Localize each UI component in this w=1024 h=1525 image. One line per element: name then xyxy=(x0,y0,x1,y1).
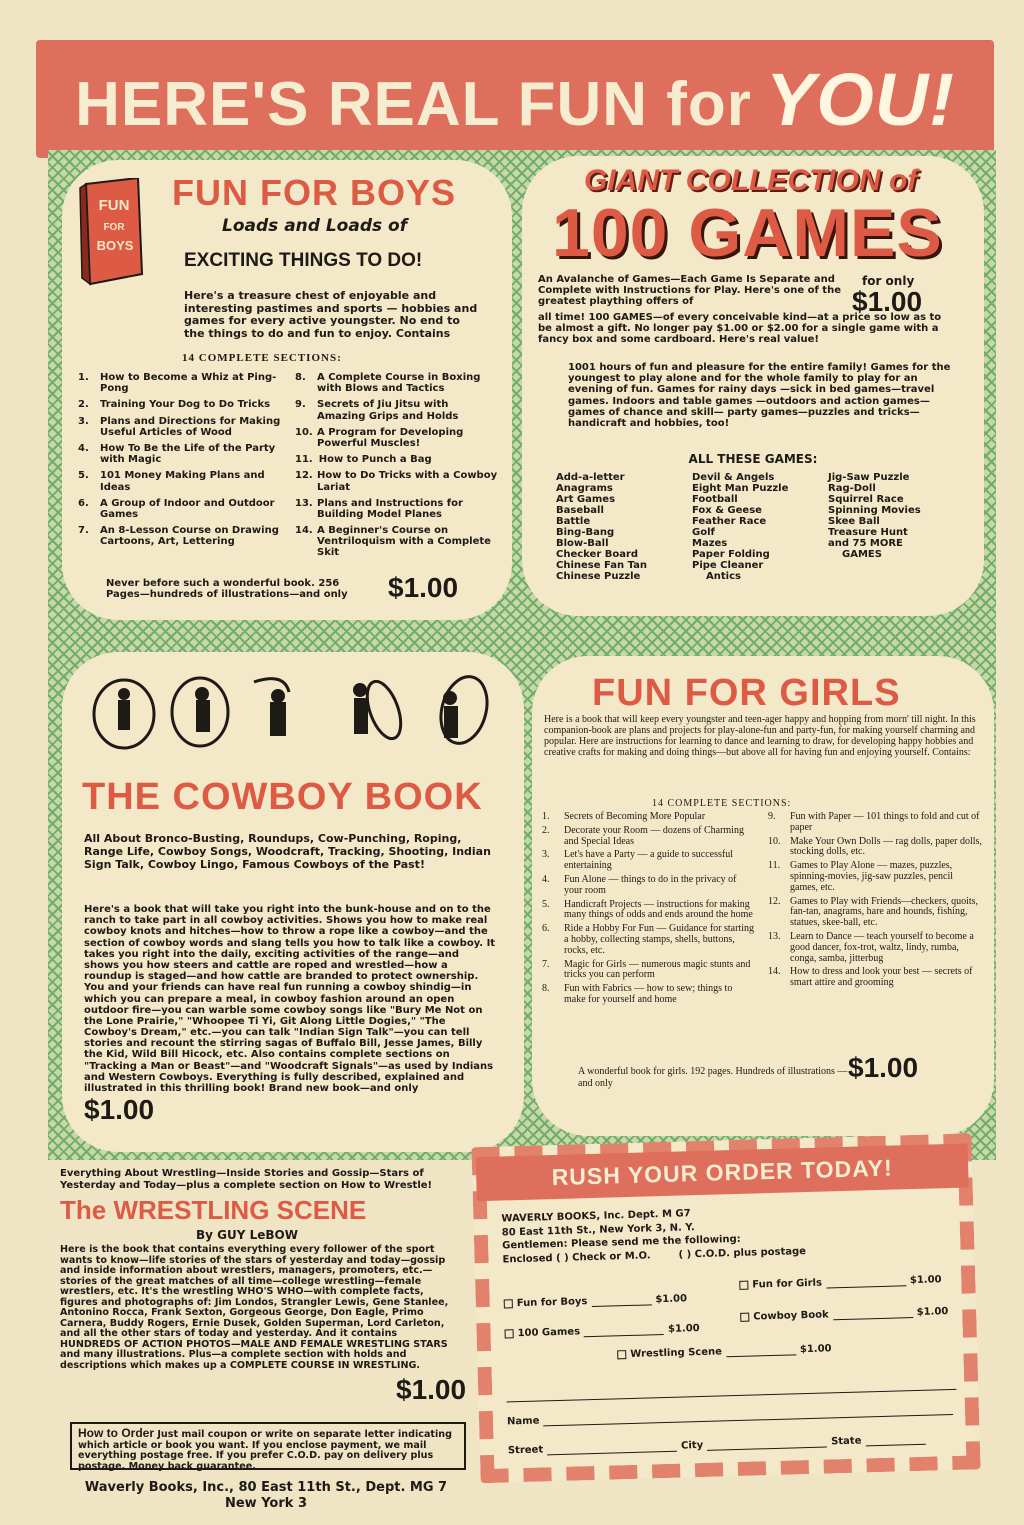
fun-for-boys-sections-heading: 14 COMPLETE SECTIONS: xyxy=(182,352,342,364)
list-item: 4. How To Be the Life of the Party with Magic xyxy=(78,442,276,466)
fun-for-boys-footer: Never before such a wonderful book. 256 Pages—hundreds of illustrations—and only xyxy=(106,578,348,601)
fun-for-boys-tagline: EXCITING THINGS TO DO! xyxy=(184,250,423,271)
payment-cod-option[interactable]: ( ) C.O.D. plus postage xyxy=(678,1245,807,1261)
list-item: Checker Board xyxy=(556,549,639,560)
list-item: 9. Fun with Paper — 101 things to fold and cut of paper xyxy=(768,811,980,833)
wrestling-title: The WRESTLING SCENE xyxy=(60,1195,367,1225)
list-item: 7. An 8-Lesson Course on Drawing Cartoons, Art, Lettering xyxy=(78,525,279,548)
book-cover-line-1: FUN xyxy=(98,197,130,214)
list-item: GAMES xyxy=(842,549,882,560)
how-to-order-text: Just mail coupon or write on separate letter indicating which article or book you want. If you enclose payment, we mail everything postage free. If you prefer C.O.D. pay on delivery plus postage. Money back guarantee. xyxy=(78,1429,453,1473)
fun-for-boys-sections xyxy=(78,372,498,564)
list-item: 8. Fun with Fabrics — how to sew; things to make for yourself and home xyxy=(542,983,733,1005)
address-line-2: New York 3 xyxy=(224,1495,307,1511)
list-item: Devil & Angels xyxy=(692,472,775,483)
order-item-wrestling-scene[interactable]: Wrestling Scene $1.00 xyxy=(617,1343,832,1360)
games-title-line2: 100 GAMES xyxy=(552,195,943,271)
wrestling-teaser: Everything About Wrestling—Inside Stories and Gossip—Stars of Yesterday and Today—plus a complete section on How to Wrestle! xyxy=(60,1168,433,1191)
state-label: State xyxy=(830,1435,862,1448)
fun-for-boys-price: $1.00 xyxy=(388,572,459,603)
banner-emphasis: YOU! xyxy=(765,57,955,141)
list-item: 11. How to Punch a Bag xyxy=(295,454,432,466)
fun-for-girls-sections xyxy=(542,812,982,1009)
book-cover-icon xyxy=(76,178,146,286)
list-item: Bing-Bang xyxy=(556,527,615,538)
list-item: 1. How to Become a Whiz at Ping-Pong xyxy=(78,372,277,395)
header-banner xyxy=(36,40,994,158)
city-label: City xyxy=(680,1439,704,1452)
list-item: Blow-Ball xyxy=(556,538,609,549)
fun-for-girls-title: FUN FOR GIRLS xyxy=(592,672,901,714)
list-item: Chinese Fan Tan xyxy=(556,560,647,571)
coupon-customer-fields xyxy=(506,1380,958,1457)
fun-for-girls-sections-heading: 14 COMPLETE SECTIONS: xyxy=(652,798,792,809)
wrestling-description: Here is the book that contains everything every follower of the sport wants to know—life stories of the stars of yesterday and today—gossip and inside information about wrestlers, managers, promoters, etc.—stories of the great matches of all time—college wrestling—female wrestlers, etc. It's the wrestling WHO'S WHO—with complete facts, figures and photographs of: Jim Londos, Strangler Lewis, Gene Stanlee, Antonino Rocca, Frank Sexton, Gorgeous George, Don Eagle, Primo Carnera, Buddy Rogers, Ernie Dusek, Golden Superman, Lord Carleton, and all the other stars of today and yesterday. And it contains HUNDREDS OF ACTION PHOTOS—MALE AND FEMALE WRESTLING STARS and many illustrations. Plus—a complete section with holds and descriptions which makes up a COMPLETE COURSE IN WRESTLING. xyxy=(60,1244,449,1372)
list-item: 13. Learn to Dance — teach yourself to become a good dancer, fox-trot, waltz, lindy, rumba, conga, samba, jitterbug xyxy=(768,930,974,964)
list-item: Spinning Movies xyxy=(828,505,921,516)
checkbox[interactable] xyxy=(504,1299,513,1308)
list-item: Fox & Geese xyxy=(692,505,762,516)
lasso-figures-illustration xyxy=(84,672,504,752)
fun-for-girls-intro: Here is a book that will keep every youngster and teen-ager happy and hopping from morn' till night. In this companion-book are plans and projects for play-alone-fun and party-fun, for making yourself charming and popular. Here are instructions for learning to dance and learning to draw, for developing happy hobbies and creative crafts for making and doing things—but above all for having fun and enjoying yourself. Contains: xyxy=(544,714,976,758)
how-to-order-heading: How to Order xyxy=(78,1426,155,1440)
coupon-company: WAVERLY BOOKS, Inc. Dept. M G7 xyxy=(501,1208,691,1225)
list-item: Battle xyxy=(556,516,591,527)
list-item: 13. Plans and Instructions for Building Model Planes xyxy=(295,497,463,520)
cowboy-book-price: $1.00 xyxy=(84,1094,155,1125)
list-item: 3. Plans and Directions for Making Useful Articles of Wood xyxy=(78,415,281,438)
list-item: 5. Handicraft Projects — instructions for making many things of odds and ends around the home xyxy=(542,898,753,921)
checkbox[interactable] xyxy=(505,1329,514,1338)
list-item: 12. How to Do Tricks with a Cowboy Lariat xyxy=(295,470,498,493)
fun-for-boys-panel xyxy=(62,160,512,620)
order-coupon xyxy=(471,1133,1000,1483)
cowboy-book-summary: All About Bronco-Busting, Roundups, Cow-Punching, Roping, Range Life, Cowboy Songs, Woodcraft, Tracking, Shooting, Indian Sign Talk, Cowboy Lingo, Famous Cowboys of the Past! xyxy=(84,832,491,872)
games-description: 1001 hours of fun and pleasure for the entire family! Games for the youngest to play alone and for the whole family to play for an evening of fun. Games for rainy days —sick in bed games—travel games. Indoors and table games —outdoors and action games—games of chance and skill— party games—puzzles and tricks—handicraft and hobbies, too! xyxy=(568,362,951,429)
list-item: 14. A Beginner's Course on Ventriloquism with a Complete Skit xyxy=(295,525,491,559)
list-item: 2. Training Your Dog to Do Tricks xyxy=(78,399,271,411)
list-item: Feather Race xyxy=(692,516,767,527)
list-item: Eight Man Puzzle xyxy=(692,483,789,494)
banner-headline: HERE'S REAL FUN for xyxy=(75,69,752,139)
games-list-heading: ALL THESE GAMES: xyxy=(688,452,818,466)
games-intro: An Avalanche of Games—Each Game Is Separate and Complete with Instructions for Play. Here's one of the greatest plaything offers of xyxy=(538,274,841,308)
list-item: 5. 101 Money Making Plans and Ideas xyxy=(78,470,265,493)
address-line-1: Waverly Books, Inc., 80 East 11th St., Dept. MG 7 xyxy=(84,1480,448,1495)
list-item: 12. Games to Play with Friends—checkers, quoits, fan-tan, anagrams, hare and hounds, fishing, statues, skee-ball, etc. xyxy=(768,895,979,929)
coupon-street: 80 East 11th St., New York 3, N. Y. xyxy=(501,1221,695,1239)
list-item: Paper Folding xyxy=(692,549,770,560)
checkbox[interactable] xyxy=(740,1313,749,1322)
fun-for-boys-intro: Here's a treasure chest of enjoyable and interesting pastimes and sports — hobbies and games for every active youngster. No end to the things to do and fun to enjoy. Contains xyxy=(184,289,478,340)
list-item: Baseball xyxy=(556,505,604,516)
list-item: Football xyxy=(692,494,738,505)
coupon-salutation: Gentlemen: Please send me the following: xyxy=(502,1233,741,1252)
list-item: 3. Let's have a Party — a guide to successful entertaining xyxy=(542,849,733,872)
list-item: Golf xyxy=(692,527,715,538)
fun-for-girls-price: $1.00 xyxy=(848,1052,919,1083)
list-item: 10. Make Your Own Dolls — rag dolls, paper dolls, stocking dolls, etc. xyxy=(768,835,982,858)
cowboy-book-description: Here's a book that will take you right into the bunk-house and on to the ranch to take part in all cowboy activities. Shows you how to make real cowboy knots and hitches—how to throw a rope like a cowboy—and the section of cowboy words and slang tells you how to talk like a cowboy. It takes you right into the daily, exciting activities of the range—and shows you how steers and cattle are roped and wrestled—how a roundup is staged—and how cattle are branded to protect ownership. You and your friends can have real fun running a cowboy shindig—in which you can prepare a meal, in cowboy fashion around an open outdoor fire—you can warble some cowboy songs like "Bury Me Not on the Lone Prairie," "Whoopee Ti Yi, Git Along Little Dogies," "The Cowboy's Dream," etc.—you can talk "Indian Sign Talk"—you can tell stories and recount the stirring sagas of Buffalo Bill, Jesse James, Billy the Kid, Wild Bill Hicock, etc. Also contains complete sections on "Tracking a Man or Beast"—and "Woodcraft Signals"—as used by Indians and Western Cowboys. Everything is fully described, explained and illustrated in this thrilling book! Brand new book—and only xyxy=(84,904,496,1094)
games-price: $1.00 xyxy=(852,286,923,317)
order-item-fun-for-girls[interactable]: Fun for Girls $1.00 xyxy=(739,1274,942,1291)
book-cover-line-3: BOYS xyxy=(96,238,134,253)
fun-for-boys-subtitle: Loads and Loads of xyxy=(222,216,408,236)
list-item: 6. A Group of Indoor and Outdoor Games xyxy=(78,497,275,520)
list-item: 10. A Program for Developing Powerful Muscles! xyxy=(295,426,464,449)
how-to-order-box xyxy=(70,1422,466,1473)
wrestling-byline: By GUY LeBOW xyxy=(196,1228,298,1242)
order-item-100-games[interactable]: 100 Games $1.00 xyxy=(504,1323,699,1339)
list-item: 7. Magic for Girls — numerous magic stunts and tricks you can perform xyxy=(542,958,751,981)
list-item: Art Games xyxy=(556,494,616,505)
list-item: 2. Decorate your Room — dozens of Charming and Special Ideas xyxy=(542,824,744,847)
games-for-only-label: for only xyxy=(862,274,915,288)
payment-check-option[interactable]: Enclosed ( ) Check or M.O. xyxy=(502,1249,651,1265)
order-item-cowboy-book[interactable]: Cowboy Book $1.00 xyxy=(740,1306,948,1323)
games-intro-continued: all time! 100 GAMES—of every conceivable kind—at a price so low as to be almost a gift. No longer pay $1.00 or $2.00 for a single game with a fancy box and some cardboard. Here's real value! xyxy=(538,312,942,346)
mailing-address xyxy=(76,1480,456,1511)
list-item: Rag-Doll xyxy=(828,483,876,494)
wrestling-price: $1.00 xyxy=(396,1374,467,1405)
list-item: Anagrams xyxy=(556,483,613,494)
games-list xyxy=(556,472,956,582)
name-label: Name xyxy=(506,1415,540,1428)
fun-for-boys-title: FUN FOR BOYS xyxy=(172,172,457,213)
list-item: 4. Fun Alone — things to do in the privacy of your room xyxy=(542,873,737,896)
list-item: Mazes xyxy=(692,538,728,549)
checkbox[interactable] xyxy=(739,1281,748,1290)
list-item: Skee Ball xyxy=(828,516,880,527)
checkbox[interactable] xyxy=(617,1350,626,1359)
list-item: Chinese Puzzle xyxy=(556,571,641,582)
cowboy-book-panel xyxy=(62,652,524,1152)
list-item: 9. Secrets of Jiu Jitsu with Amazing Grips and Holds xyxy=(295,399,459,422)
order-item-fun-for-boys[interactable]: Fun for Boys $1.00 xyxy=(504,1293,688,1309)
list-item: and 75 MORE xyxy=(828,538,903,549)
list-item: Treasure Hunt xyxy=(828,527,908,538)
games-title-line1: GIANT COLLECTION of xyxy=(584,164,918,197)
100-games-panel xyxy=(522,156,984,616)
list-item: 11. Games to Play Alone — mazes, puzzles, spinning-movies, jig-saw puzzles, pencil games, etc. xyxy=(768,860,954,893)
street-label: Street xyxy=(507,1444,544,1457)
list-item: Pipe Cleaner xyxy=(692,560,764,571)
list-item: 1. Secrets of Becoming More Popular xyxy=(542,811,706,822)
list-item: Squirrel Race xyxy=(828,494,904,505)
book-cover-line-2: FOR xyxy=(103,222,125,233)
fun-for-girls-panel xyxy=(532,656,994,1136)
list-item: 6. Ride a Hobby For Fun — Guidance for starting a hobby, collecting stamps, shells, buttons, rocks, etc. xyxy=(542,923,754,956)
list-item: Jig-Saw Puzzle xyxy=(828,472,910,483)
fun-for-girls-footer: A wonderful book for girls. 192 pages. Hundreds of illustrations — and only xyxy=(578,1066,848,1089)
list-item: 14. How to dress and look your best — secrets of smart attire and grooming xyxy=(768,966,973,989)
cowboy-book-title: THE COWBOY BOOK xyxy=(82,776,483,818)
list-item: Add-a-letter xyxy=(556,472,625,483)
list-item: Antics xyxy=(706,571,741,582)
coupon-header: RUSH YOUR ORDER TODAY! xyxy=(476,1143,969,1201)
list-item: 8. A Complete Course in Boxing with Blows and Tactics xyxy=(295,372,481,395)
